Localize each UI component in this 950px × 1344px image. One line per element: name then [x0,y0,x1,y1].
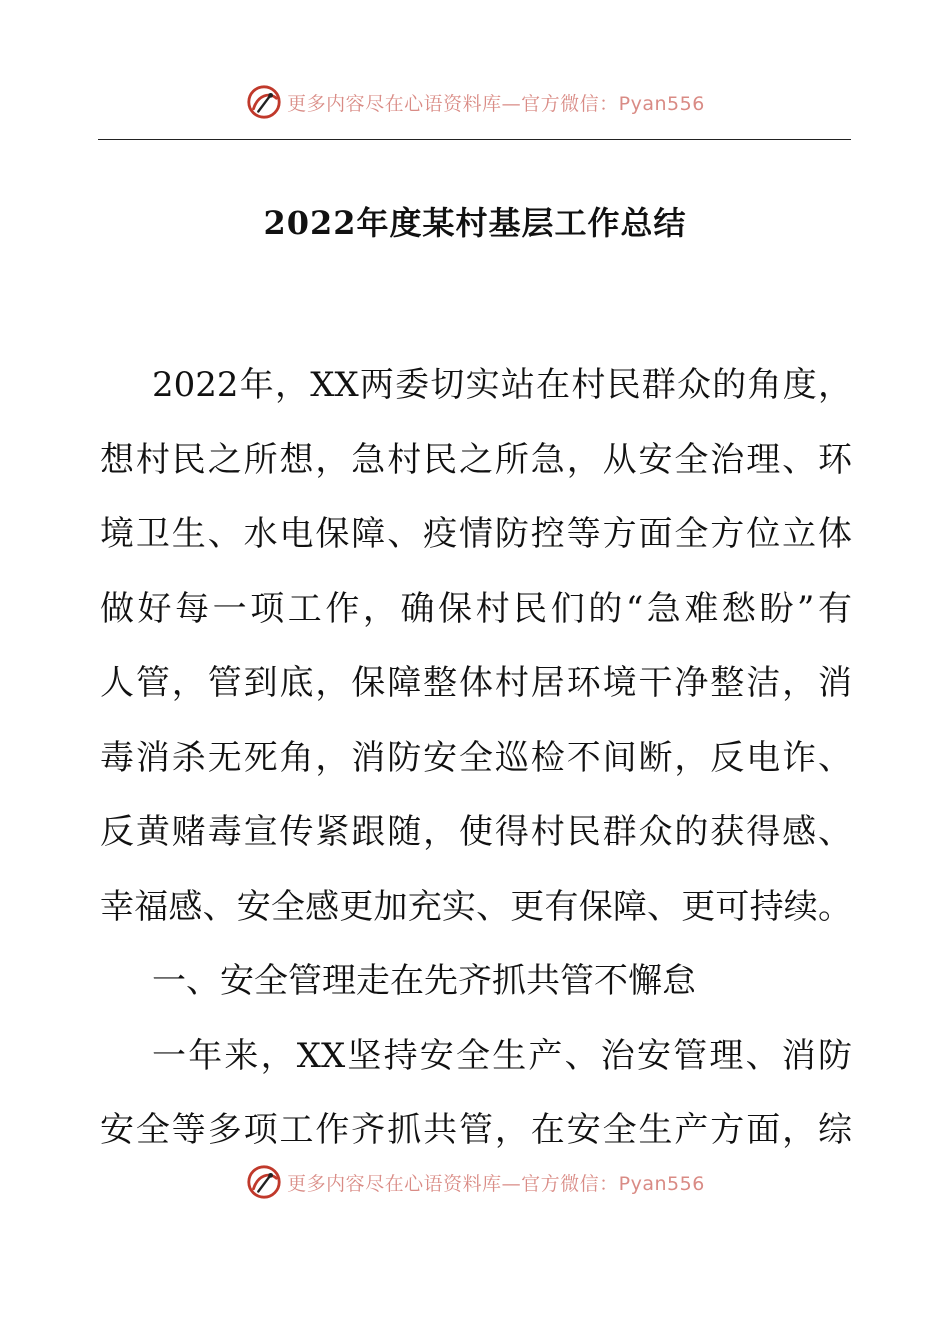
section-heading: 一、安全管理走在先齐抓共管不懈怠 [152,961,696,1001]
body-line: 安全等多项工作齐抓共管，在安全生产方面，综 [100,1110,852,1150]
body-line: 想村民之所想，急村民之所急，从安全治理、环 [100,439,852,480]
watermark-account: Pyan556 [618,92,705,115]
body-line: 做好每一项工作，确保村民们的“急难愁盼”有 [100,588,852,629]
body-line: 一年来，XX坚持安全生产、治安管理、消防 [152,1035,852,1076]
watermark-site-text: 更多内容尽在心语资料库—官方微信： [287,1172,619,1195]
watermark-site-text: 更多内容尽在心语资料库—官方微信： [287,92,619,115]
brand-logo-icon [245,1163,283,1201]
body-line: 人管，管到底，保障整体村居环境干净整洁，消 [100,663,852,703]
header-divider [98,139,851,140]
body-line: 毒消杀无死角，消防安全巡检不间断，反电诈、 [100,737,852,778]
document-title: 2022年度某村基层工作总结 [263,204,687,242]
header-watermark [0,82,950,122]
body-line: 反黄赌毒宣传紧跟随，使得村民群众的获得感、 [100,812,852,852]
document-body [100,348,852,1168]
body-line: 境卫生、水电保障、疫情防控等方面全方位立体 [100,514,852,554]
body-line: 幸福感、安全感更加充实、更有保障、更可持续。 [100,886,852,927]
brand-logo-icon [245,83,283,121]
footer-watermark [0,1162,950,1202]
watermark-account: Pyan556 [618,1172,705,1195]
body-line: 2022年，XX两委切实站在村民群众的角度， [152,365,852,405]
